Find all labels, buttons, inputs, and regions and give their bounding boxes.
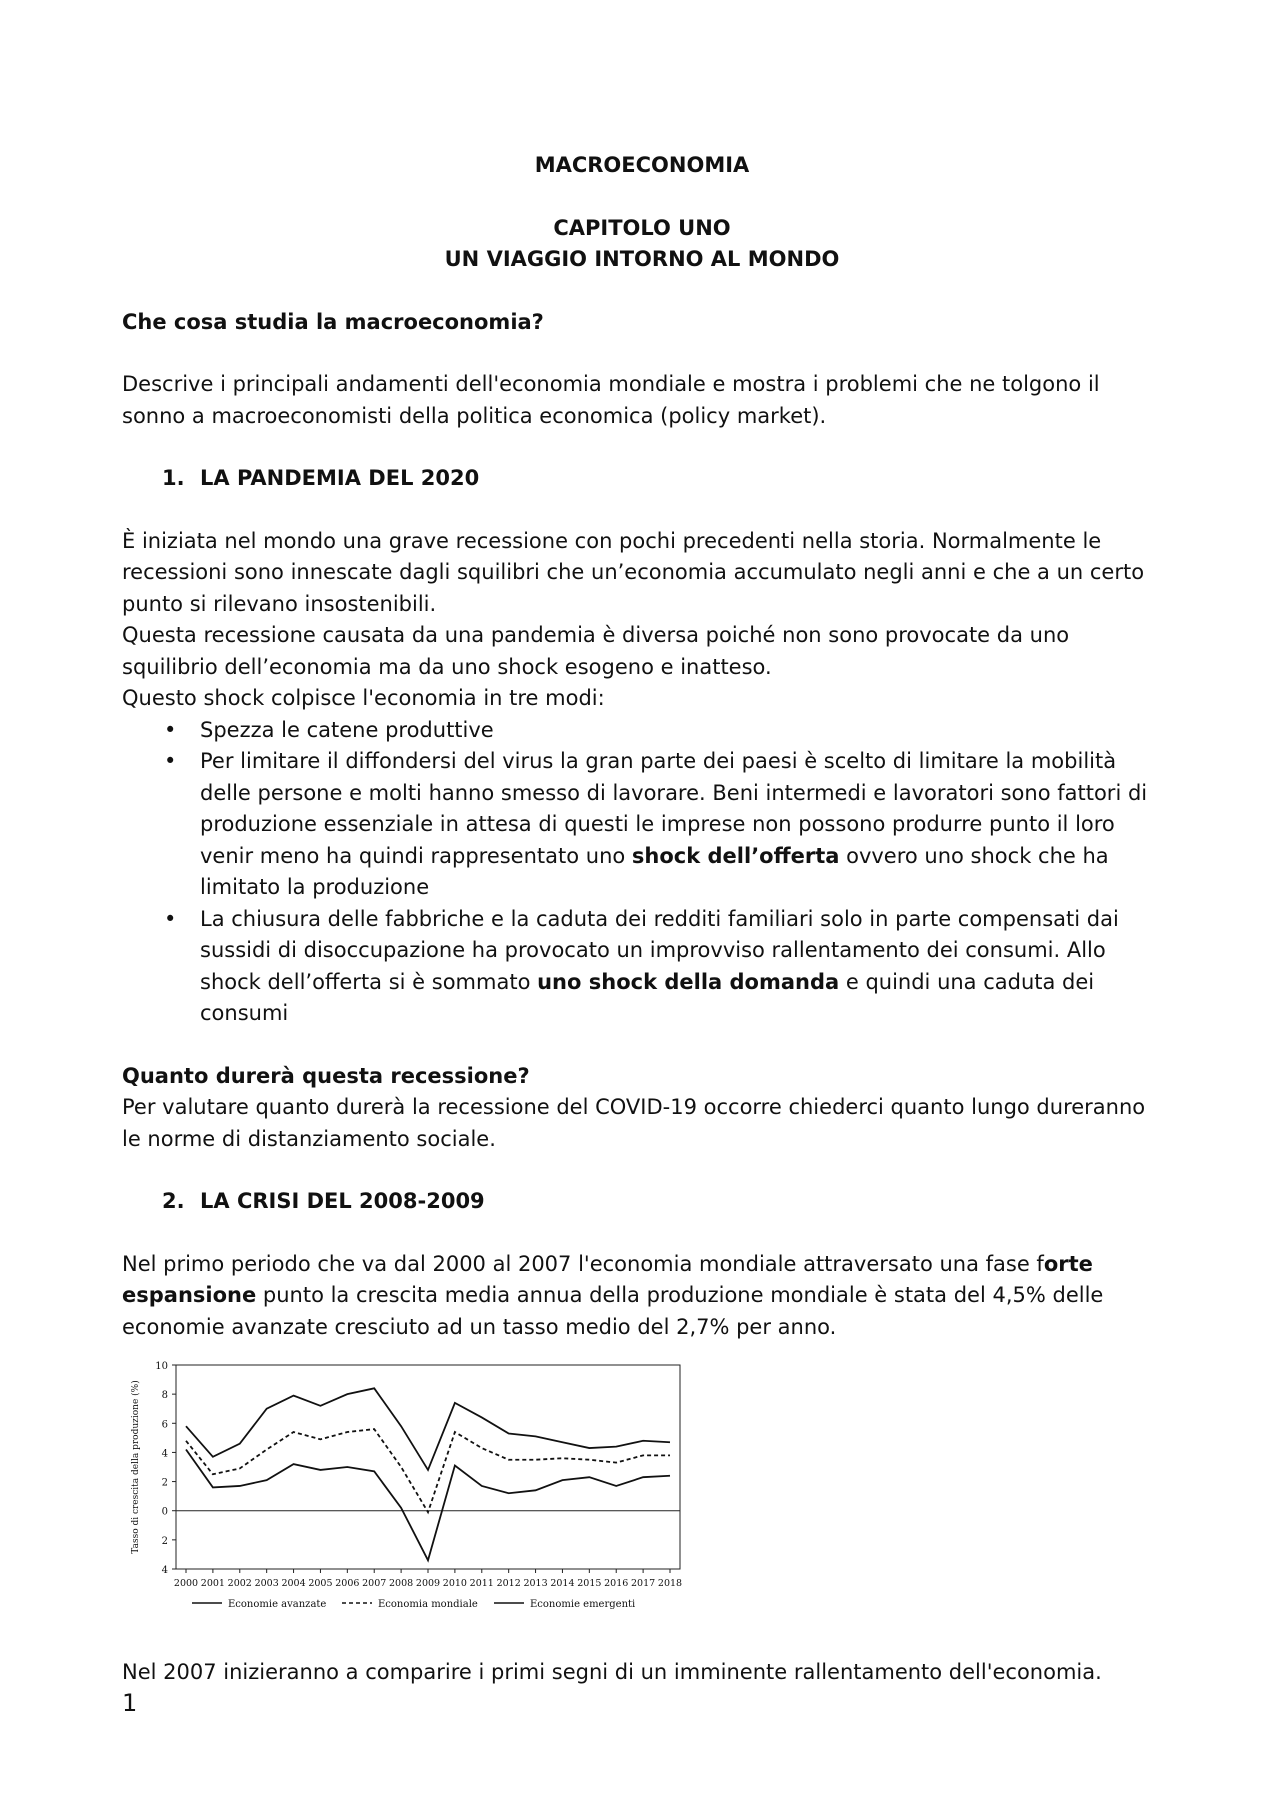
- bullet-list: [122, 715, 1162, 1030]
- paragraph: [122, 1249, 1162, 1344]
- y-tick-label: 6: [161, 1419, 168, 1431]
- x-tick-label: 2007: [362, 1578, 387, 1589]
- x-tick-label: 2010: [442, 1578, 467, 1589]
- text-run: punto la crescita media annua della produzione mondiale è stata del 4,5% delle economie avanzate cresciuto ad un tasso medio del 2,7% per anno.: [122, 1283, 1104, 1339]
- series-line-economie-emergenti: [186, 1388, 670, 1470]
- x-tick-label: 2011: [469, 1578, 494, 1589]
- document-title: MACROECONOMIA: [534, 153, 750, 177]
- bold-term: orte espansione: [122, 1251, 1093, 1307]
- bullet-icon: •: [164, 749, 177, 773]
- x-tick-label: 2001: [200, 1578, 225, 1589]
- legend-label: Economie avanzate: [228, 1599, 327, 1610]
- plot-frame: [176, 1365, 680, 1569]
- bullet-icon: •: [164, 717, 177, 742]
- x-tick-label: 2013: [523, 1578, 548, 1589]
- list-item-text: Spezza le catene produttive: [200, 717, 494, 742]
- chapter-title: UN VIAGGIO INTORNO AL MONDO: [444, 247, 840, 271]
- x-tick-label: 2015: [577, 1578, 602, 1589]
- x-tick-label: 2008: [389, 1578, 414, 1589]
- section-heading-2: [122, 1186, 1162, 1218]
- paragraph: È iniziata nel mondo una grave recessione con pochi precedenti nella storia. Normalmente le recessioni sono innescate dagli squilibri che un’economia accumulato negli anni e che a un certo punto si rilevano insostenibili.: [122, 528, 1145, 616]
- section-number: 2.: [162, 1189, 185, 1213]
- list-item: [122, 904, 1162, 1030]
- series-line-economie-avanzate: [186, 1450, 670, 1561]
- y-tick-label: 4: [161, 1565, 168, 1576]
- x-tick-label: 2017: [631, 1578, 656, 1589]
- growth-chart: [122, 1355, 692, 1625]
- chapter-heading: [122, 213, 1162, 276]
- x-tick-label: 2004: [281, 1578, 306, 1589]
- section-title: LA CRISI DEL 2008-2009: [200, 1189, 485, 1213]
- question-heading-1: Che cosa studia la macroeconomia?: [122, 309, 544, 334]
- paragraph: Per valutare quanto durerà la recessione del COVID-19 occorre chiederci quanto lungo dureranno le norme di distanziamento sociale.: [122, 1095, 1146, 1151]
- question-heading-2: Quanto durerà questa recessione?: [122, 1063, 530, 1088]
- x-tick-label: 2009: [415, 1578, 441, 1589]
- x-tick-label: 2016: [604, 1578, 629, 1589]
- x-tick-label: 2005: [308, 1578, 333, 1589]
- y-tick-label: 0: [161, 1506, 168, 1518]
- y-tick-label: 4: [161, 1448, 168, 1460]
- y-tick-label: 8: [161, 1390, 168, 1402]
- paragraph: Questo shock colpisce l'economia in tre modi:: [122, 686, 605, 710]
- text-run: Nel primo periodo che va dal 2000 al 2007 l'economia mondiale attraversato una fase f: [122, 1251, 1044, 1276]
- list-item-text: ovvero uno shock che ha limitato la produzione: [200, 843, 1109, 899]
- bullet-icon: •: [164, 906, 177, 931]
- x-tick-label: 2018: [657, 1578, 683, 1589]
- y-axis-label: Tasso di crescita della produzione (%): [131, 1380, 141, 1554]
- x-tick-label: 2003: [254, 1578, 279, 1589]
- line-chart: [122, 1355, 692, 1625]
- legend-label: Economie emergenti: [530, 1599, 636, 1610]
- x-tick-label: 2000: [173, 1578, 199, 1589]
- section-number: 1.: [162, 466, 185, 490]
- bold-term: uno shock della domanda: [537, 969, 840, 994]
- y-tick-label: 2: [161, 1477, 168, 1489]
- list-item-text: Per limitare il diffondersi del virus la gran parte dei paesi è scelto di limitare la mobilità delle persone e molti hanno smesso di lavorare. Beni intermedi e lavoratori sono fattori di produzione essenziale in attesa di questi le imprese non possono produrre punto il loro venir meno ha quindi rappresentato uno: [200, 749, 1148, 868]
- page-number: 1: [122, 1689, 138, 1717]
- list-item: [122, 715, 1162, 747]
- chapter-number: CAPITOLO UNO: [553, 215, 731, 240]
- paragraph: Nel 2007 inizieranno a comparire i primi segni di un imminente rallentamento dell'economia.: [122, 1660, 1102, 1684]
- x-tick-label: 2012: [496, 1578, 521, 1589]
- paragraph: Questa recessione causata da una pandemia è diversa poiché non sono provocate da uno squilibrio dell’economia ma da uno shock esogeno e inatteso.: [122, 623, 1070, 679]
- document-page: [122, 150, 1162, 1343]
- y-tick-label: 10: [155, 1361, 168, 1372]
- y-tick-label: 2: [161, 1535, 168, 1547]
- bold-term: shock dell’offerta: [631, 843, 840, 868]
- x-tick-label: 2002: [227, 1578, 252, 1589]
- x-tick-label: 2014: [550, 1578, 575, 1589]
- list-item-text: e quindi una caduta dei consumi: [200, 969, 1095, 1025]
- list-item-text: La chiusura delle fabbriche e la caduta dei redditi familiari solo in parte compensati dai sussidi di disoccupazione ha provocato un improvviso rallentamento dei consumi. Allo shock dell’offerta si è sommato: [200, 906, 1119, 994]
- section-title: LA PANDEMIA DEL 2020: [200, 466, 480, 490]
- intro-paragraph: Descrive i principali andamenti dell'economia mondiale e mostra i problemi che ne tolgono il sonno a macroeconomisti della politica economica (policy market).: [122, 372, 1100, 428]
- list-item: [122, 746, 1162, 904]
- x-tick-label: 2006: [335, 1578, 360, 1589]
- legend-label: Economia mondiale: [378, 1599, 478, 1610]
- section-heading-1: [122, 463, 1162, 495]
